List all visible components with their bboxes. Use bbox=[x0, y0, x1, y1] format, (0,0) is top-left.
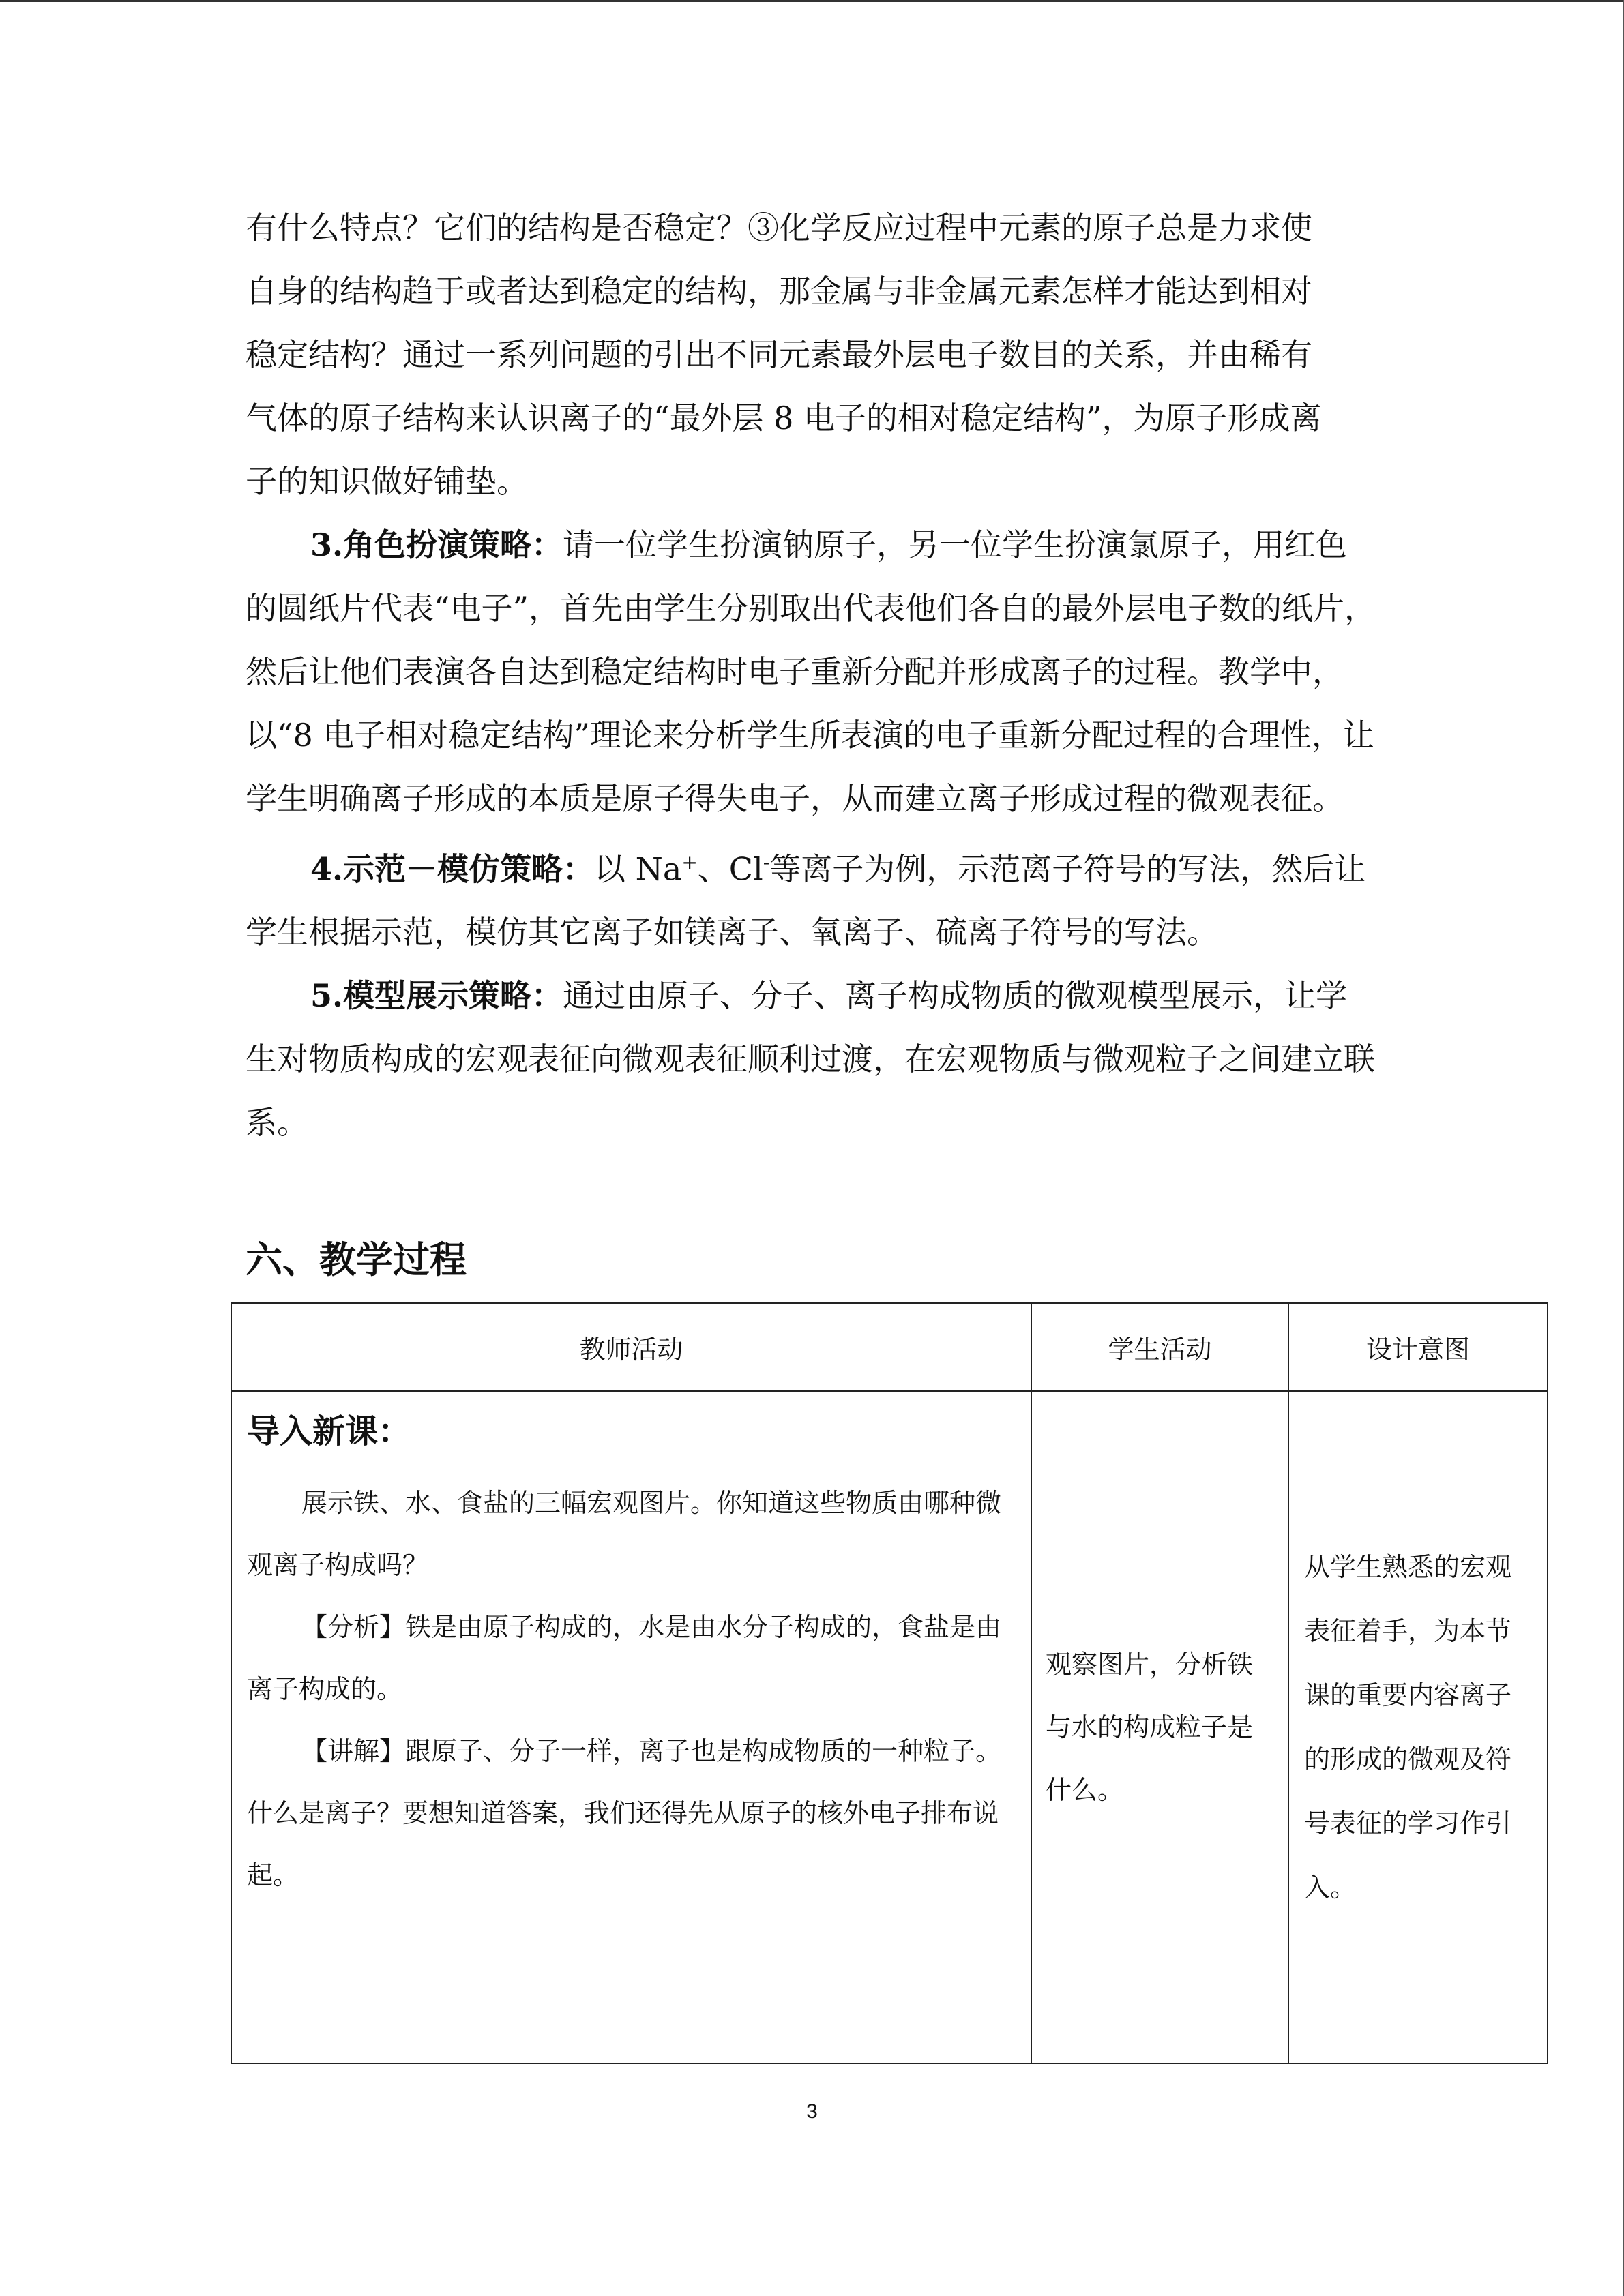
text-line: 自身的结构趋于或者达到稳定的结构，那金属与非金属元素怎样才能达到相对 bbox=[246, 273, 1312, 310]
strategy-3-text: 请一位学生扮演钠原子，另一位学生扮演氯原子，用红色的圆纸片代表“电子”，首先由学生分别取出代表他们各自的最外层电子数的纸片，然后让他们表演各自达到稳定结构时电子重新分配并形成离子的过程。教学中，以“8 电子相对稳定结构”理论来分析学生所表演的电子重新分配过程的合理性，让学生明确离子形成的本质是原子得失电子，从而建立离子形成过程的微观表征。 bbox=[246, 526, 1376, 817]
section-heading: 六、教学过程 bbox=[246, 1238, 467, 1281]
text-line: 子的知识做好铺垫。 bbox=[246, 463, 528, 500]
chloride-charge: - bbox=[763, 851, 770, 874]
text-line: 稳定结构？通过一系列问题的引出不同元素最外层电子数目的关系，并由稀有 bbox=[246, 336, 1312, 373]
sodium-charge: + bbox=[681, 851, 698, 874]
strategy-3-paragraph bbox=[246, 513, 1378, 831]
page-top-border bbox=[0, 0, 1624, 2]
paragraph-continued bbox=[246, 196, 1378, 513]
header-design-intent: 设计意图 bbox=[1288, 1303, 1548, 1391]
strategy-4-text-b: 、Cl bbox=[697, 850, 763, 888]
teaching-process-table bbox=[231, 1302, 1548, 2064]
teacher-paragraph: 【分析】铁是由原子构成的，水是由水分子构成的，食盐是由离子构成的。 bbox=[247, 1612, 1002, 1704]
teacher-paragraph: 【讲解】跟原子、分子一样，离子也是构成物质的一种粒子。什么是离子？要想知道答案，我们还得先从原子的核外电子排布说起。 bbox=[247, 1736, 1002, 1890]
table-row bbox=[231, 1391, 1548, 2063]
teacher-paragraph: 展示铁、水、食盐的三幅宏观图片。你知道这些物质由哪种微观离子构成吗？ bbox=[247, 1488, 1002, 1580]
strategy-4-text-a: 以 Na bbox=[594, 850, 682, 888]
page-number: 3 bbox=[806, 2100, 818, 2123]
strategy-4-title: 4.示范－模仿策略： bbox=[310, 850, 595, 888]
design-intent-cell: 从学生熟悉的宏观表征着手，为本节课的重要内容离子的形成的微观及符号表征的学习作引入。 bbox=[1288, 1391, 1548, 2063]
text-line: 气体的原子结构来认识离子的“最外层 8 电子的相对稳定结构”，为原子形成离 bbox=[246, 400, 1322, 436]
header-teacher-activity: 教师活动 bbox=[231, 1303, 1031, 1391]
document-body bbox=[246, 196, 1378, 1154]
table-header-row bbox=[231, 1303, 1548, 1391]
strategy-3-title: 3.角色扮演策略： bbox=[310, 526, 563, 563]
strategy-4-text-c: 等离子为例，示范离子符号的写法，然后让学生根据示范，模仿其它离子如镁离子、氧离子、硫离子符号的写法。 bbox=[246, 850, 1366, 951]
strategy-5-paragraph bbox=[246, 964, 1378, 1154]
strategy-5-title: 5.模型展示策略： bbox=[310, 977, 563, 1015]
header-student-activity: 学生活动 bbox=[1031, 1303, 1288, 1391]
lesson-intro-heading: 导入新课： bbox=[247, 1412, 411, 1450]
strategy-4-paragraph bbox=[246, 831, 1378, 964]
student-activity-cell: 观察图片，分析铁与水的构成粒子是什么。 bbox=[1031, 1391, 1288, 2063]
teacher-activity-cell bbox=[231, 1391, 1031, 2063]
text-line: 有什么特点？它们的结构是否稳定？③化学反应过程中元素的原子总是力求使 bbox=[246, 209, 1312, 246]
strategy-5-text: 通过由原子、分子、离子构成物质的微观模型展示，让学生对物质构成的宏观表征向微观表征顺利过渡，在宏观物质与微观粒子之间建立联系。 bbox=[246, 977, 1375, 1142]
